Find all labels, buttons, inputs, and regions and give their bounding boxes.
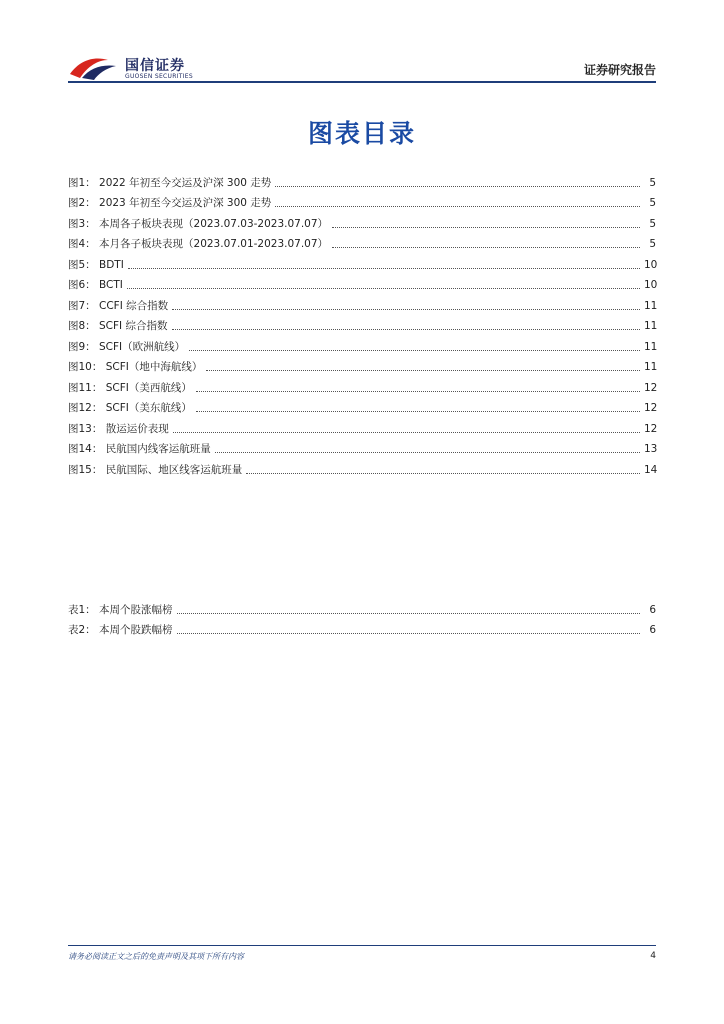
toc-entry[interactable] bbox=[68, 210, 656, 231]
toc-leader-dots bbox=[246, 473, 640, 474]
toc-entry-label: 图6： BCTI bbox=[68, 279, 123, 291]
page-title: 图表目录 bbox=[307, 119, 416, 148]
toc-entry-page: 14 bbox=[644, 463, 658, 476]
toc-entry-page: 11 bbox=[644, 361, 658, 373]
toc-entry-label: 图2： 2023 年初至今交运及沪深 300 走势 bbox=[68, 197, 272, 209]
toc-leader-dots bbox=[332, 227, 640, 228]
toc-entry-label: 图14： 民航国内线客运航班量 bbox=[68, 443, 211, 455]
toc-entry-label: 图10： SCFI（地中海航线） bbox=[68, 361, 203, 373]
toc-leader-dots bbox=[177, 613, 640, 614]
toc-leader-dots bbox=[332, 247, 640, 248]
toc-entry[interactable] bbox=[68, 313, 656, 334]
toc-entry[interactable] bbox=[68, 169, 656, 190]
toc-leader-dots bbox=[177, 633, 640, 634]
toc-entry-page: 12 bbox=[644, 402, 658, 414]
toc-entry-label: 图9： SCFI（欧洲航线） bbox=[68, 340, 186, 353]
toc-leader-dots bbox=[173, 432, 640, 433]
toc-entry[interactable] bbox=[68, 596, 656, 617]
footer-divider bbox=[68, 945, 656, 946]
toc-leader-dots bbox=[172, 329, 641, 330]
toc-leader-dots bbox=[206, 370, 640, 371]
figure-list bbox=[68, 169, 656, 477]
toc-entry-label: 表1： 本周个股涨幅榜 bbox=[68, 603, 173, 616]
toc-leader-dots bbox=[196, 411, 640, 412]
header-divider bbox=[68, 81, 656, 83]
toc-entry-label: 图1： 2022 年初至今交运及沪深 300 走势 bbox=[68, 176, 272, 189]
toc-entry[interactable] bbox=[68, 190, 656, 211]
toc-entry-label: 表2： 本周个股跌幅榜 bbox=[68, 624, 173, 636]
logo-mark-icon bbox=[68, 52, 120, 82]
toc-entry-page: 10 bbox=[644, 279, 658, 291]
toc-leader-dots bbox=[275, 206, 640, 207]
toc-entry[interactable] bbox=[68, 231, 656, 252]
toc-leader-dots bbox=[128, 268, 640, 269]
logo-chinese-name: 国信证券 bbox=[125, 58, 185, 74]
toc-entry-label: 图7： CCFI 综合指数 bbox=[68, 299, 169, 312]
toc-entry[interactable] bbox=[68, 333, 656, 354]
page-header bbox=[68, 50, 656, 86]
toc-entry[interactable] bbox=[68, 395, 656, 416]
toc-entry[interactable] bbox=[68, 354, 656, 375]
toc-entry-page: 5 bbox=[649, 197, 656, 209]
toc-entry-page: 13 bbox=[644, 443, 658, 455]
page-number: 4 bbox=[650, 951, 656, 961]
toc-entry-page: 10 bbox=[644, 258, 658, 271]
toc-entry-page: 5 bbox=[649, 238, 656, 250]
toc-entry-page: 12 bbox=[644, 381, 658, 394]
toc-entry[interactable] bbox=[68, 456, 656, 477]
toc-entry[interactable] bbox=[68, 272, 656, 293]
toc-entry-label: 图11： SCFI（美西航线） bbox=[68, 381, 192, 394]
toc-entry-page: 6 bbox=[649, 624, 656, 636]
toc-entry-label: 图15： 民航国际、地区线客运航班量 bbox=[68, 463, 243, 476]
toc-leader-dots bbox=[172, 309, 640, 310]
toc-entry[interactable] bbox=[68, 415, 656, 436]
toc-entry[interactable] bbox=[68, 251, 656, 272]
report-type-label: 证券研究报告 bbox=[583, 63, 656, 77]
toc-entry-page: 11 bbox=[644, 320, 658, 332]
toc-entry-label: 图13： 散运运价表现 bbox=[68, 422, 169, 435]
toc-leader-dots bbox=[127, 288, 640, 289]
toc-leader-dots bbox=[189, 350, 640, 351]
footer-disclaimer: 请务必阅读正文之后的免责声明及其项下所有内容 bbox=[68, 952, 244, 961]
toc-entry-label: 图4： 本月各子板块表现（2023.07.01-2023.07.07） bbox=[68, 238, 329, 250]
toc-entry[interactable] bbox=[68, 436, 656, 457]
toc-entry-label: 图3： 本周各子板块表现（2023.07.03-2023.07.07） bbox=[68, 217, 329, 230]
toc-entry-page: 11 bbox=[644, 299, 658, 312]
table-list bbox=[68, 596, 656, 637]
toc-entry[interactable] bbox=[68, 374, 656, 395]
toc-entry-label: 图5： BDTI bbox=[68, 258, 124, 271]
logo-english-name: GUOSEN SECURITIES bbox=[125, 73, 194, 80]
toc-leader-dots bbox=[215, 452, 640, 453]
toc-entry-label: 图12： SCFI（美东航线） bbox=[68, 402, 192, 414]
toc-entry-page: 5 bbox=[649, 217, 656, 230]
toc-entry[interactable] bbox=[68, 292, 656, 313]
toc-entry-label: 图8： SCFI 综合指数 bbox=[68, 320, 168, 332]
toc-entry-page: 5 bbox=[649, 176, 656, 189]
toc-leader-dots bbox=[196, 391, 640, 392]
toc-entry-page: 11 bbox=[644, 340, 658, 353]
toc-leader-dots bbox=[275, 186, 640, 187]
toc-entry-page: 6 bbox=[649, 603, 656, 616]
toc-entry[interactable] bbox=[68, 617, 656, 638]
toc-entry-page: 12 bbox=[644, 422, 658, 435]
